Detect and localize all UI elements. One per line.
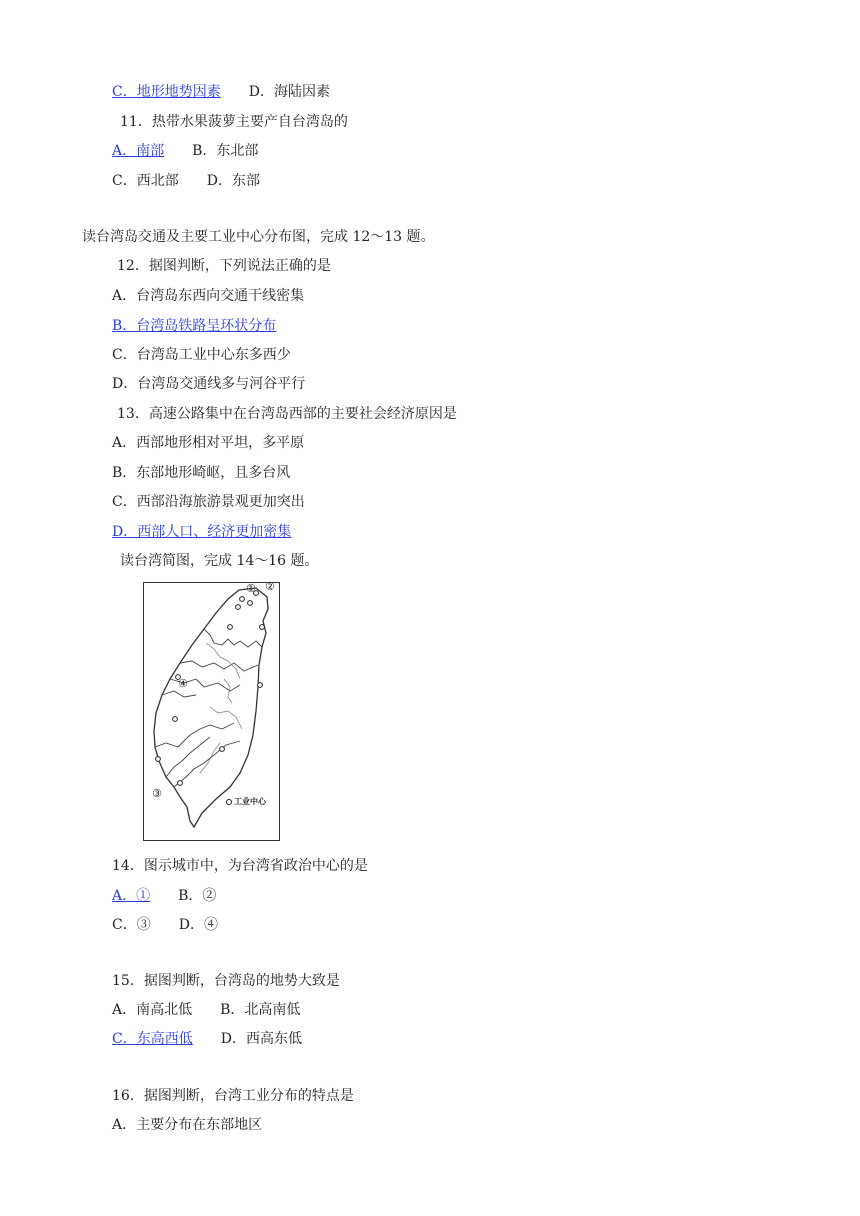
map-label-1: ① <box>246 582 256 595</box>
q12-option-d: D．台湾岛交通线多与河谷平行 <box>112 376 306 392</box>
industrial-center-marker <box>178 781 183 786</box>
taiwan-map <box>143 582 280 841</box>
q12-option-b[interactable]: B．台湾岛铁路呈环状分布 <box>112 318 277 334</box>
q14-options-cd <box>112 916 218 934</box>
q15-stem: 15．据图判断，台湾岛的地势大致是 <box>112 973 340 989</box>
q11-options-ab <box>112 142 258 160</box>
q15-options-cd <box>112 1030 302 1048</box>
q11-option-c: C．西北部 <box>112 173 179 189</box>
q11-option-d: D．东部 <box>206 173 260 189</box>
map-label-3: ③ <box>152 787 162 800</box>
industrial-center-marker <box>228 625 233 630</box>
q10-option-c[interactable]: C．地形地势因素 <box>112 84 221 100</box>
q14-option-d: D．④ <box>178 917 218 933</box>
q14-option-c: C．③ <box>112 917 151 933</box>
q15-option-d: D．西高东低 <box>220 1031 302 1047</box>
q14-stem: 14．图示城市中，为台湾省政治中心的是 <box>112 858 368 874</box>
q14-options-ab <box>112 887 216 905</box>
q11-options-cd <box>112 172 260 190</box>
q16-option-a: A．主要分布在东部地区 <box>112 1117 263 1133</box>
q13-option-a: A．西部地形相对平坦，多平原 <box>112 435 305 451</box>
industrial-center-marker <box>173 717 178 722</box>
industrial-center-marker <box>156 757 161 762</box>
q15-option-c[interactable]: C．东高西低 <box>112 1031 193 1047</box>
q15-option-b: B．北高南低 <box>220 1002 301 1018</box>
legend-label: 工业中心 <box>234 797 266 806</box>
industrial-center-marker <box>220 747 225 752</box>
industrial-center-marker <box>240 597 245 602</box>
map-legend <box>226 796 266 807</box>
q11-option-b: B．东北部 <box>192 143 259 159</box>
q12-option-c: C．台湾岛工业中心东多西少 <box>112 347 291 363</box>
q15-option-a: A．南高北低 <box>112 1002 193 1018</box>
q13-stem: 13．高速公路集中在台湾岛西部的主要社会经济原因是 <box>117 406 457 422</box>
q12-stem: 12．据图判断，下列说法正确的是 <box>117 258 331 274</box>
q11-stem: 11．热带水果菠萝主要产自台湾岛的 <box>120 114 348 130</box>
q13-option-d[interactable]: D．西部人口、经济更加密集 <box>112 524 292 540</box>
intro-14-16: 读台湾简图，完成 14～16 题。 <box>120 553 319 569</box>
legend-marker-icon <box>226 799 232 805</box>
q14-option-b: B．② <box>178 888 217 904</box>
industrial-center-marker <box>260 625 265 630</box>
q16-stem: 16．据图判断，台湾工业分布的特点是 <box>112 1088 354 1104</box>
q12-option-a: A．台湾岛东西向交通干线密集 <box>112 288 305 304</box>
industrial-center-marker <box>236 605 241 610</box>
q13-option-b: B．东部地形崎岖，且多台风 <box>112 465 291 481</box>
industrial-center-marker <box>258 683 263 688</box>
q10-option-d: D．海陆因素 <box>248 84 330 100</box>
industrial-center-marker <box>248 601 253 606</box>
intro-12-13: 读台湾岛交通及主要工业中心分布图，完成 12～13 题。 <box>82 229 435 245</box>
q11-option-a[interactable]: A．南部 <box>112 143 165 159</box>
map-label-2: ② <box>265 580 275 593</box>
q14-option-a[interactable]: A．① <box>112 888 151 904</box>
q15-options-ab <box>112 1001 300 1019</box>
q13-option-c: C．西部沿海旅游景观更加突出 <box>112 494 305 510</box>
map-label-4: ④ <box>178 677 188 690</box>
q10-options-cd <box>112 83 330 101</box>
